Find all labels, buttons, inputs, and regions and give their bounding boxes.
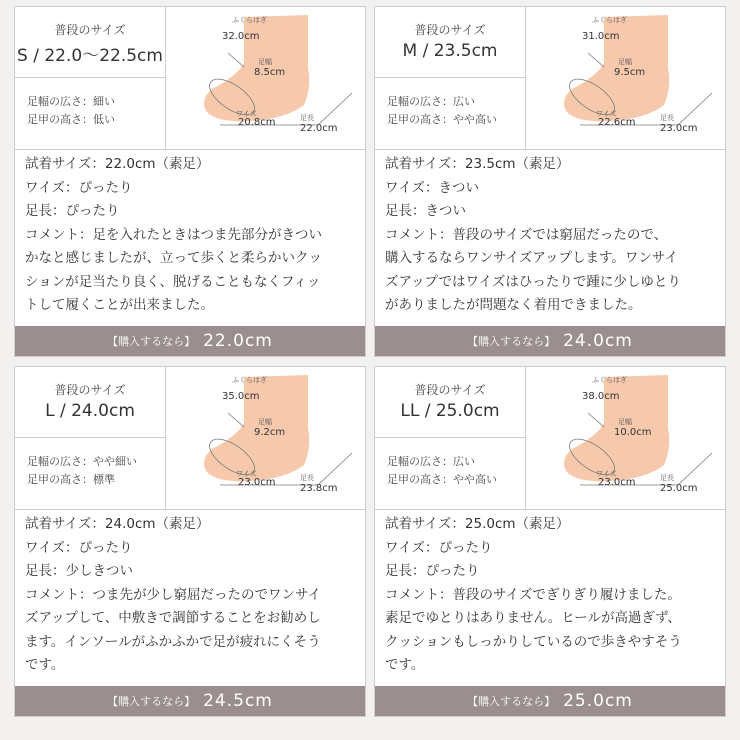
comment-line: ズアップではワイズはひったりで踵に少しゆとり <box>385 273 681 290</box>
comment-line: ワイズ：ぴったり <box>385 539 493 556</box>
usual-size-label: 普段のサイズ <box>54 23 126 37</box>
wise-value: 23.0cm <box>238 477 276 488</box>
comment-line: です。 <box>25 657 65 673</box>
size-card <box>374 366 726 717</box>
wise-value: 23.0cm <box>598 477 636 488</box>
foot-measurement-illustration <box>526 7 725 149</box>
comment-line: がありましたが問題なく着用できました。 <box>385 297 642 313</box>
ankle-label: 足幅 <box>258 418 272 426</box>
size-info <box>375 367 526 509</box>
foot-measurement-illustration <box>526 367 725 509</box>
comment-line: 足長：少しきつい <box>25 563 133 579</box>
foot-measurement-illustration <box>166 7 365 149</box>
length-value: 25.0cm <box>660 483 698 494</box>
size-info <box>15 367 166 509</box>
comment-line: ます。インソールがふかふかで足が疲れにくそう <box>25 633 321 650</box>
ankle-label: 足幅 <box>618 58 632 66</box>
length-value: 23.0cm <box>660 123 698 134</box>
recommended-size-bar <box>15 686 365 716</box>
buy-size: 25.0cm <box>563 691 633 711</box>
length-label: 足長 <box>660 474 674 482</box>
buy-label: 【購入するなら】 <box>107 335 196 348</box>
comment-line: コメント：つま先が少し窮屈だったのでワンサイ <box>25 586 322 603</box>
calf-value: 31.0cm <box>582 31 620 42</box>
calf-label: ふくらはぎ <box>232 16 267 24</box>
comment-line: 素足でゆとりはありません。ヒールが高過ぎず、 <box>385 610 681 626</box>
calf-guide-line <box>588 53 604 67</box>
foot-instep-trait: 足甲の高さ：やや高い <box>387 473 497 486</box>
calf-value: 38.0cm <box>582 391 620 402</box>
usual-size-value: S / 22.0～22.5cm <box>17 46 163 66</box>
length-guide-line <box>318 93 352 125</box>
card-header <box>15 367 365 510</box>
ankle-label: 足幅 <box>258 58 272 66</box>
wise-label: ワイズ <box>236 110 257 118</box>
usual-size-value: L / 24.0cm <box>45 401 135 421</box>
comment-line: コメント：普段のサイズでぎりぎり履けました。 <box>385 586 681 603</box>
length-label: 足長 <box>660 114 674 122</box>
recommended-size-bar <box>375 326 725 356</box>
foot-width-trait: 足幅の広さ：やや細い <box>27 455 137 468</box>
size-card <box>374 6 726 357</box>
fitting-comment <box>25 153 359 318</box>
buy-size: 24.0cm <box>563 331 633 351</box>
comment-line: コメント：普段のサイズでは窮屈だったので、 <box>385 226 668 243</box>
wise-label: ワイズ <box>236 470 257 478</box>
buy-label: 【購入するなら】 <box>107 695 196 708</box>
usual-size-value: LL / 25.0cm <box>400 401 500 421</box>
comment-line: 購入するならワンサイズアップします。ワンサイ <box>385 250 678 266</box>
buy-size: 24.5cm <box>203 691 273 711</box>
wise-label: ワイズ <box>596 470 617 478</box>
fitting-comment <box>385 153 719 318</box>
length-label: 足長 <box>300 114 314 122</box>
length-value: 23.8cm <box>300 483 338 494</box>
comment-line: ワイズ：きつい <box>385 179 479 196</box>
ankle-value: 8.5cm <box>254 67 286 78</box>
size-card <box>14 366 366 717</box>
comment-line: です。 <box>385 657 425 673</box>
comment-line: 試着サイズ：24.0cm（素足） <box>25 516 210 532</box>
foot-instep-trait: 足甲の高さ：低い <box>27 113 115 126</box>
foot-instep-trait: 足甲の高さ：やや高い <box>387 113 497 126</box>
ankle-value: 9.5cm <box>614 67 646 78</box>
foot-traits <box>27 453 137 489</box>
comment-line: かなと感じましたが、立って歩くと柔らかいクッ <box>25 250 322 266</box>
comment-line: 足長：ぴったり <box>385 563 480 579</box>
length-guide-line <box>678 93 712 125</box>
comment-line: 試着サイズ：22.0cm（素足） <box>25 156 210 172</box>
comment-line: クッションもしっかりしているので歩きやすそう <box>385 633 682 650</box>
wise-label: ワイズ <box>596 110 617 118</box>
usual-size-box <box>15 7 165 78</box>
foot-width-trait: 足幅の広さ：広い <box>387 95 475 108</box>
length-guide-line <box>678 453 712 485</box>
comment-line: 足長：きつい <box>385 203 466 219</box>
comment-line: ワイズ：ぴったり <box>25 179 133 196</box>
fitting-comment <box>25 513 359 678</box>
wise-value: 22.6cm <box>598 117 636 128</box>
usual-size-box <box>375 367 525 438</box>
calf-guide-line <box>588 413 604 427</box>
usual-size-label: 普段のサイズ <box>414 383 486 397</box>
comment-line: 足長：ぴったり <box>25 203 120 219</box>
calf-guide-line <box>228 53 244 67</box>
length-guide-line <box>318 453 352 485</box>
calf-value: 32.0cm <box>222 31 260 42</box>
foot-measurement-illustration <box>166 367 365 509</box>
foot-width-trait: 足幅の広さ：広い <box>387 455 475 468</box>
calf-label: ふくらはぎ <box>232 376 267 384</box>
comment-line: ズアップして、中敷きで調節することをお勧めし <box>25 610 321 626</box>
ankle-value: 10.0cm <box>614 427 652 438</box>
comment-line: ワイズ：ぴったり <box>25 539 133 556</box>
size-info <box>375 7 526 149</box>
foot-traits <box>27 93 115 129</box>
foot-width-trait: 足幅の広さ：細い <box>27 95 115 108</box>
usual-size-box <box>375 7 525 78</box>
usual-size-value: M / 23.5cm <box>402 41 498 61</box>
recommended-size-bar <box>375 686 725 716</box>
comment-line: コメント：足を入れたときはつま先部分がきつい <box>25 226 322 243</box>
ankle-value: 9.2cm <box>254 427 286 438</box>
buy-label: 【購入するなら】 <box>467 695 556 708</box>
wise-value: 20.8cm <box>238 117 276 128</box>
card-header <box>375 7 725 150</box>
buy-label: 【購入するなら】 <box>467 335 556 348</box>
calf-label: ふくらはぎ <box>592 16 627 24</box>
length-label: 足長 <box>300 474 314 482</box>
foot-traits <box>387 93 497 129</box>
calf-value: 35.0cm <box>222 391 260 402</box>
card-header <box>15 7 365 150</box>
calf-label: ふくらはぎ <box>592 376 627 384</box>
foot-instep-trait: 足甲の高さ：標準 <box>27 473 115 486</box>
comment-line: トして履くことが出来ました。 <box>25 297 214 313</box>
comment-line: ションが足当たり良く、脱げることもなくフィッ <box>25 273 321 290</box>
size-card <box>14 6 366 357</box>
card-header <box>375 367 725 510</box>
foot-traits <box>387 453 497 489</box>
recommended-size-bar <box>15 326 365 356</box>
comment-line: 試着サイズ：25.0cm（素足） <box>385 516 570 532</box>
size-info <box>15 7 166 149</box>
buy-size: 22.0cm <box>203 331 273 351</box>
usual-size-label: 普段のサイズ <box>414 23 486 37</box>
length-value: 22.0cm <box>300 123 338 134</box>
ankle-label: 足幅 <box>618 418 632 426</box>
fitting-comment <box>385 513 719 678</box>
usual-size-label: 普段のサイズ <box>54 383 126 397</box>
usual-size-box <box>15 367 165 438</box>
comment-line: 試着サイズ：23.5cm（素足） <box>385 156 570 172</box>
calf-guide-line <box>228 413 244 427</box>
